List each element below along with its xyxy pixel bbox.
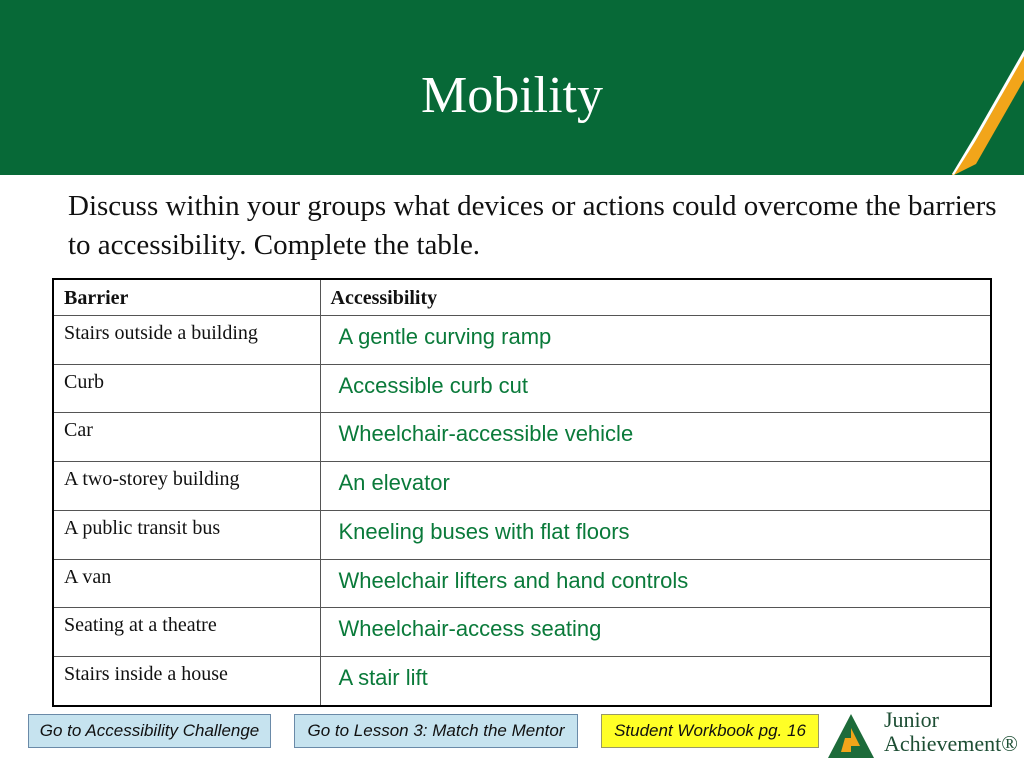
barrier-cell: Seating at a theatre [53,608,320,657]
barrier-cell: Stairs inside a house [53,657,320,706]
barrier-cell: A van [53,559,320,608]
table-row [53,608,991,657]
accessibility-cell: Wheelchair lifters and hand controls [320,559,991,608]
table-row [53,462,991,511]
table-row [53,657,991,706]
column-header-barrier: Barrier [53,279,320,316]
logo-line-junior: Junior [884,707,939,732]
table-row [53,316,991,365]
column-header-accessibility: Accessibility [320,279,991,316]
accessibility-cell: Kneeling buses with flat floors [320,510,991,559]
go-to-lesson-3-button[interactable]: Go to Lesson 3: Match the Mentor [294,714,578,748]
table-row [53,364,991,413]
junior-achievement-wordmark [884,708,1018,756]
title-banner [0,0,1024,175]
accessibility-cell: A stair lift [320,657,991,706]
barrier-cell: A public transit bus [53,510,320,559]
barrier-accessibility-table [52,278,992,707]
table-row [53,413,991,462]
slide-title: Mobility [420,67,604,124]
table-row [53,510,991,559]
student-workbook-button[interactable]: Student Workbook pg. 16 [601,714,819,748]
table-header-row [53,279,991,316]
logo-line-achievement: Achievement® [884,731,1018,756]
accessibility-cell: An elevator [320,462,991,511]
barrier-cell: Car [53,413,320,462]
accessibility-cell: A gentle curving ramp [320,316,991,365]
accessibility-cell: Accessible curb cut [320,364,991,413]
instructions-text: Discuss within your groups what devices or actions could overcome the barriers to accessibility. Complete the table. [68,190,997,261]
stairs-logo-icon [948,50,1024,175]
accessibility-cell: Wheelchair-access seating [320,608,991,657]
barrier-cell: A two-storey building [53,462,320,511]
barrier-cell: Stairs outside a building [53,316,320,365]
accessibility-cell: Wheelchair-accessible vehicle [320,413,991,462]
go-to-accessibility-challenge-button[interactable]: Go to Accessibility Challenge [28,714,271,748]
barrier-cell: Curb [53,364,320,413]
table-row [53,559,991,608]
